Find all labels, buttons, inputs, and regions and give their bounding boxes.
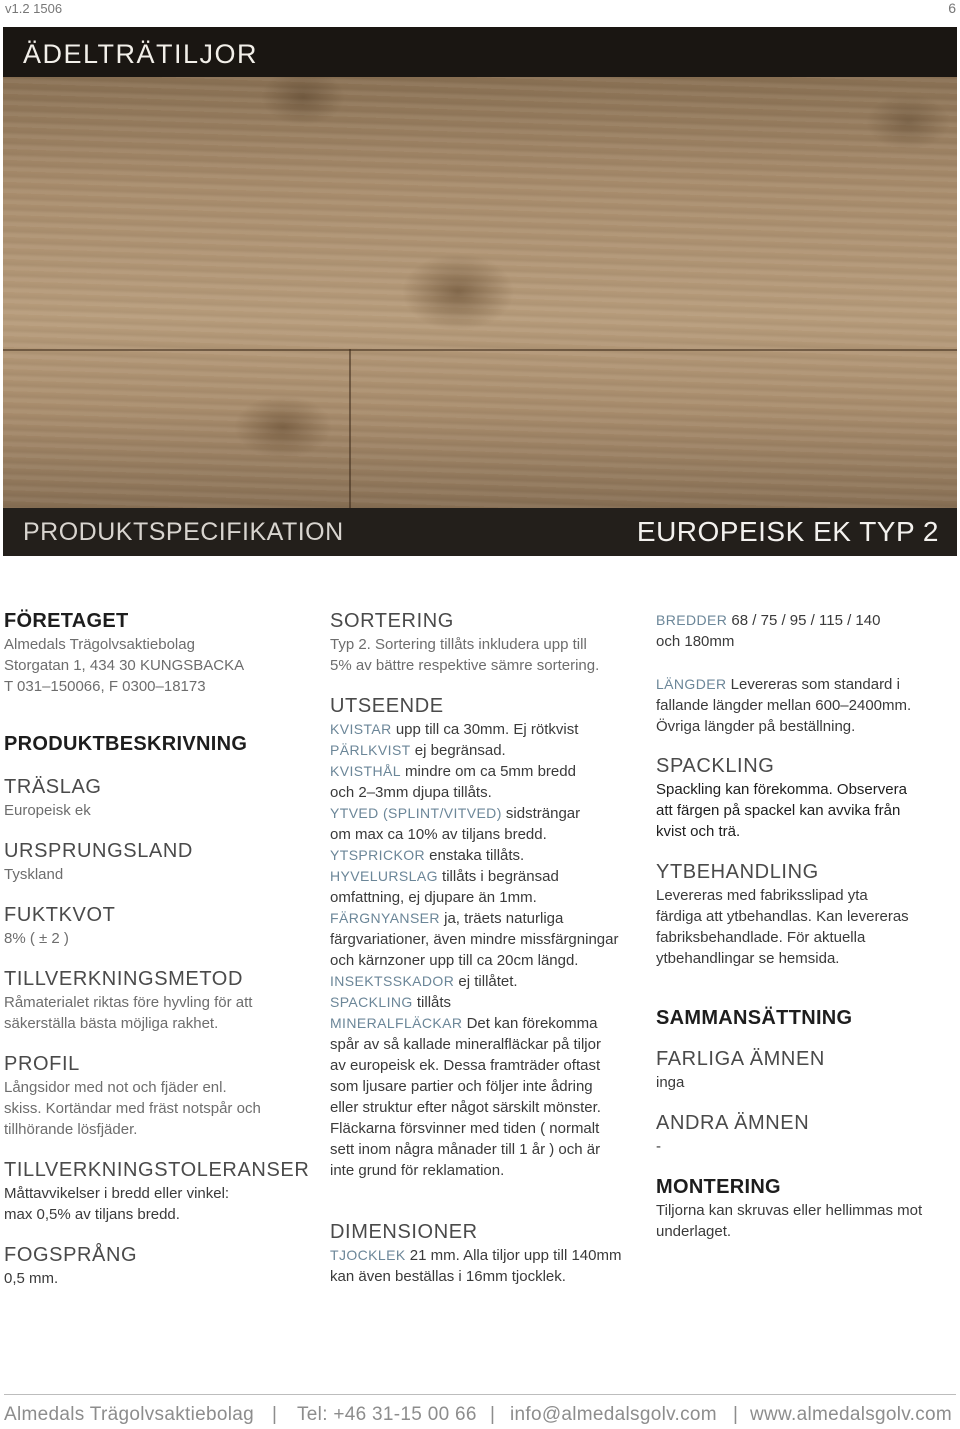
footer-divider [4, 1394, 956, 1395]
sorting-line: Typ 2. Sortering tillåts inkludera upp till [330, 636, 587, 653]
company-heading: FÖRETAGET [4, 610, 129, 632]
value-mineralflackar: spår av så kallade mineralfläckar på tiljor [330, 1036, 601, 1053]
sorting-heading: SORTERING [330, 610, 454, 632]
method-text [4, 992, 304, 1034]
value-insektsskador: ej tillåtet. [454, 973, 518, 990]
page-title: ÄDELTRÄTILJOR [23, 39, 259, 69]
value-fargnyanser: ja, träets naturliga [439, 910, 564, 927]
origin: Tyskland [4, 866, 64, 883]
appearance-heading: UTSEENDE [330, 695, 444, 717]
footer-email-link[interactable]: info@almedalsgolv.com [510, 1404, 717, 1425]
column-left [4, 608, 310, 1289]
hazard-heading: FARLIGA ÄMNEN [656, 1048, 825, 1070]
tolerance-line: max 0,5% av tiljans bredd. [4, 1206, 180, 1223]
mounting-line: underlaget. [656, 1223, 732, 1240]
value-ytved: sidsträngar [501, 805, 581, 822]
value-hyvelurslag: tillåts i begränsad [437, 868, 559, 885]
keyword-kvistar: KVISTAR [330, 721, 392, 737]
company-address: Storgatan 1, 434 30 KUNGSBACKA [4, 657, 245, 674]
lengths-text [656, 674, 956, 737]
keyword-langder: LÄNGDER [656, 676, 727, 692]
keyword-tjocklek: TJOCKLEK [330, 1247, 406, 1263]
sorting-text [330, 634, 635, 676]
value-bredder: och 180mm [656, 633, 735, 650]
spec-label: PRODUKTSPECIFIKATION [23, 518, 344, 546]
value-fargnyanser: färgvariationer, även mindre missfärgningar [330, 931, 619, 948]
gap-heading: FOGSPRÅNG [4, 1244, 138, 1266]
origin-heading: URSPRUNGSLAND [4, 840, 193, 862]
value-kvistar: upp till ca 30mm. Ej rötkvist [391, 721, 579, 738]
filler-text [656, 779, 956, 842]
gap: 0,5 mm. [4, 1270, 59, 1287]
plank-seam [3, 349, 957, 351]
keyword-mineralflackar: MINERALFLÄCKAR [330, 1015, 463, 1031]
value-fargnyanser: och kärnzoner upp till ca 20cm längd. [330, 952, 579, 969]
keyword-ytved: YTVED (SPLINT/VITVED) [330, 805, 502, 821]
filler-line: att färgen på spackel kan avvika från [656, 802, 901, 819]
profile-line: tillhörande lösfjäder. [4, 1121, 138, 1138]
mounting-text [656, 1200, 956, 1242]
value-bredder: 68 / 75 / 95 / 115 / 140 [727, 612, 881, 629]
value-mineralflackar: eller struktur efter något särskilt mönster. [330, 1099, 601, 1116]
value-mineralflackar: sett inom några månader till 1 år ) och är [330, 1141, 601, 1158]
keyword-spackling: SPACKLING [330, 994, 413, 1010]
value-mineralflackar: som ljusare partier och följer inte ådring [330, 1078, 593, 1095]
value-mineralflackar: Fläckarna försvinner med tiden ( normalt [330, 1120, 600, 1137]
page-header [0, 0, 960, 22]
value-mineralflackar: av europeisk ek. Dessa framträder oftast [330, 1057, 601, 1074]
mounting-heading: MONTERING [656, 1176, 781, 1198]
tolerance-text [4, 1183, 304, 1225]
profile-text [4, 1077, 304, 1140]
tolerance-line: Måttavvikelser i bredd eller vinkel: [4, 1185, 230, 1202]
value-hyvelurslag: omfattning, ej djupare än 1mm. [330, 889, 537, 906]
method-heading: TILLVERKNINGSMETOD [4, 968, 243, 990]
value-mineralflackar: inte grund för reklamation. [330, 1162, 505, 1179]
keyword-hyvelurslag: HYVELURSLAG [330, 868, 438, 884]
surface-line: ytbehandlingar se hemsida. [656, 950, 840, 967]
mounting-line: Tiljorna kan skruvas eller hellimmas mot [656, 1202, 923, 1219]
value-kvisthal: och 2–3mm djupa tillåts. [330, 784, 492, 801]
surface-line: Levereras med fabriksslipad yta [656, 887, 868, 904]
keyword-insektsskador: INSEKTSSKADOR [330, 973, 455, 989]
footer-phone: Tel: +46 31-15 00 66 [297, 1404, 477, 1425]
hero-image [3, 27, 957, 556]
spec-band [3, 508, 957, 556]
keyword-parlkvist: PÄRLKVIST [330, 742, 411, 758]
column-middle [330, 608, 635, 1287]
surface-heading: YTBEHANDLING [656, 861, 819, 883]
sorting-line: 5% av bättre respektive sämre sortering. [330, 657, 600, 674]
moisture: 8% ( ± 2 ) [4, 930, 69, 947]
value-mineralflackar: Det kan förekomma [462, 1015, 598, 1032]
company-name: Almedals Trägolvsaktiebolag [4, 636, 195, 653]
surface-line: färdiga att ytbehandlas. Kan levereras [656, 908, 909, 925]
keyword-kvisthal: KVISTHÅL [330, 763, 401, 779]
value-spackling: tillåts [412, 994, 452, 1011]
appearance-list [330, 719, 635, 1181]
footer-separator: | [490, 1404, 496, 1425]
keyword-fargnyanser: FÄRGNYANSER [330, 910, 440, 926]
dimensions-text [330, 1245, 635, 1287]
tolerance-heading: TILLVERKNINGSTOLERANSER [4, 1159, 310, 1181]
footer-company: Almedals Trägolvsaktiebolag [4, 1404, 254, 1425]
moisture-heading: FUKTKVOT [4, 904, 116, 926]
filler-heading: SPACKLING [656, 755, 775, 777]
filler-line: kvist och trä. [656, 823, 741, 840]
widths-text [656, 610, 956, 652]
footer-separator: | [733, 1404, 739, 1425]
value-kvisthal: mindre om ca 5mm bredd [400, 763, 576, 780]
company-phone: T 031–150066, F 0300–18173 [4, 678, 206, 695]
column-right [656, 608, 956, 1242]
profile-line: skiss. Kortändar med fräst notspår och [4, 1100, 261, 1117]
value-parlkvist: ej begränsad. [410, 742, 506, 759]
value-ytved: om max ca 10% av tiljans bredd. [330, 826, 547, 843]
other-heading: ANDRA ÄMNEN [656, 1112, 810, 1134]
keyword-bredder: BREDDER [656, 612, 728, 628]
company-info [4, 634, 304, 697]
wood-type-heading: TRÄSLAG [4, 776, 102, 798]
method-line: Råmaterialet riktas före hyvling för att [4, 994, 253, 1011]
plank-seam [349, 349, 351, 509]
composition-heading: SAMMANSÄTTNING [656, 1007, 853, 1029]
description-heading: PRODUKTBESKRIVNING [4, 733, 248, 755]
method-line: säkerställa bästa möjliga rakhet. [4, 1015, 219, 1032]
dimensions-heading: DIMENSIONER [330, 1221, 478, 1243]
wood-type: Europeisk ek [4, 802, 91, 819]
value-langder: fallande längder mellan 600–2400mm. [656, 697, 912, 714]
value-langder: Övriga längder på beställning. [656, 718, 856, 735]
value-langder: Levereras som standard i [726, 676, 900, 693]
profile-line: Långsidor med not och fjäder enl. [4, 1079, 227, 1096]
footer-separator: | [272, 1404, 278, 1425]
page-number: 6 [948, 0, 956, 16]
surface-text [656, 885, 956, 969]
other-value: - [656, 1138, 661, 1155]
footer [0, 1400, 960, 1428]
filler-line: Spackling kan förekomma. Observera [656, 781, 907, 798]
surface-line: fabriksbehandlade. För aktuella [656, 929, 866, 946]
profile-heading: PROFIL [4, 1053, 80, 1075]
hazard-value: inga [656, 1074, 685, 1091]
value-ytsprickor: enstaka tillåts. [425, 847, 525, 864]
value-tjocklek: 21 mm. Alla tiljor upp till 140mm [405, 1247, 622, 1264]
value-tjocklek: kan även beställas i 16mm tjocklek. [330, 1268, 566, 1285]
title-band [3, 27, 957, 77]
keyword-ytsprickor: YTSPRICKOR [330, 847, 426, 863]
product-name: EUROPEISK EK TYP 2 [636, 516, 939, 547]
version-label: v1.2 1506 [5, 1, 63, 16]
footer-web-link[interactable]: www.almedalsgolv.com [750, 1404, 953, 1425]
